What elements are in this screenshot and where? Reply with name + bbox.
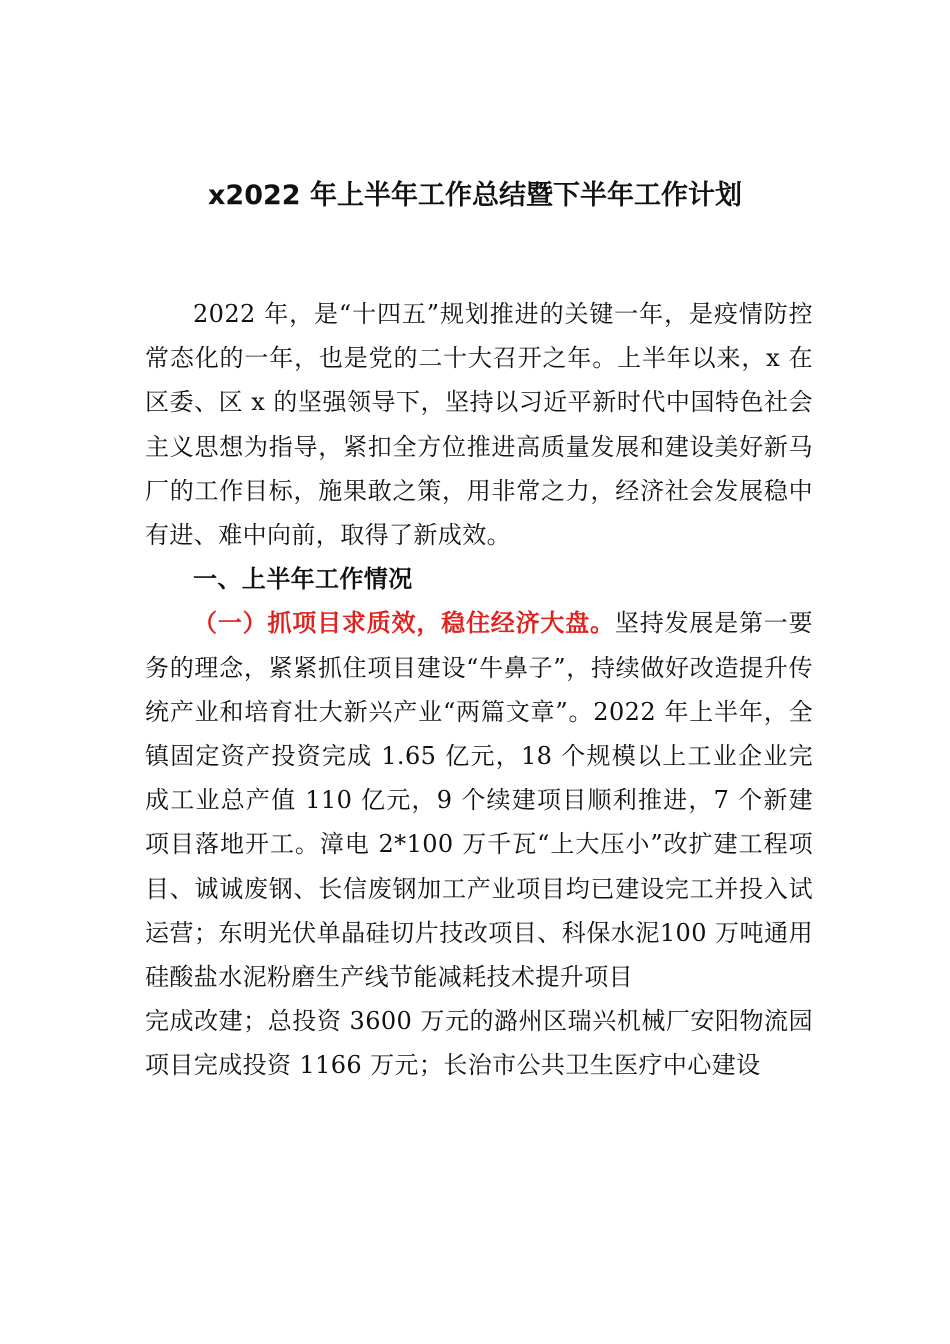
intro-paragraph: 2022 年，是“十四五”规划推进的关键一年，是疫情防控常态化的一年，也是党的二十大召开之年。上半年以来，x 在区委、区 x 的坚强领导下，坚持以习近平新时代中国特色社会主义思想为指导，紧扣全方位推进高质量发展和建设美好新马厂的工作目标，施果敢之策，用非常之力，经济社会发展稳中有进、难中向前，取得了新成效。 xyxy=(145,300,813,550)
document-title: x2022 年上半年工作总结暨下半年工作计划 xyxy=(208,180,742,211)
section-heading: 一、上半年工作情况 xyxy=(193,565,413,594)
subsection-paragraph xyxy=(145,601,813,999)
subsection-heading: （一）抓项目求质效，稳住经济大盘。 xyxy=(193,609,615,638)
continuation-paragraph: 完成改建；总投资 3600 万元的潞州区瑞兴机械厂安阳物流园项目完成投资 1166 万元；长治市公共卫生医疗中心建设 xyxy=(145,1007,813,1080)
document-body xyxy=(145,292,813,1088)
subsection-text: 坚持发展是第一要务的理念，紧紧抓住项目建设“牛鼻子”，持续做好改造提升传统产业和培育壮大新兴产业“两篇文章”。2022 年上半年，全镇固定资产投资完成 1.65 亿元，18 个规模以上工业企业完成工业总产值 110 亿元，9 个续建项目顺利推进，7 个新建项目落地开工。漳电 2*100 万千瓦“上大压小”改扩建工程项目、诚诚废钢、长信废钢加工产业项目均已建设完工并投入试运营；东明光伏单晶硅切片技改项目、科保水泥100 万吨通用硅酸盐水泥粉磨生产线节能减耗技术提升项目 xyxy=(145,609,813,992)
